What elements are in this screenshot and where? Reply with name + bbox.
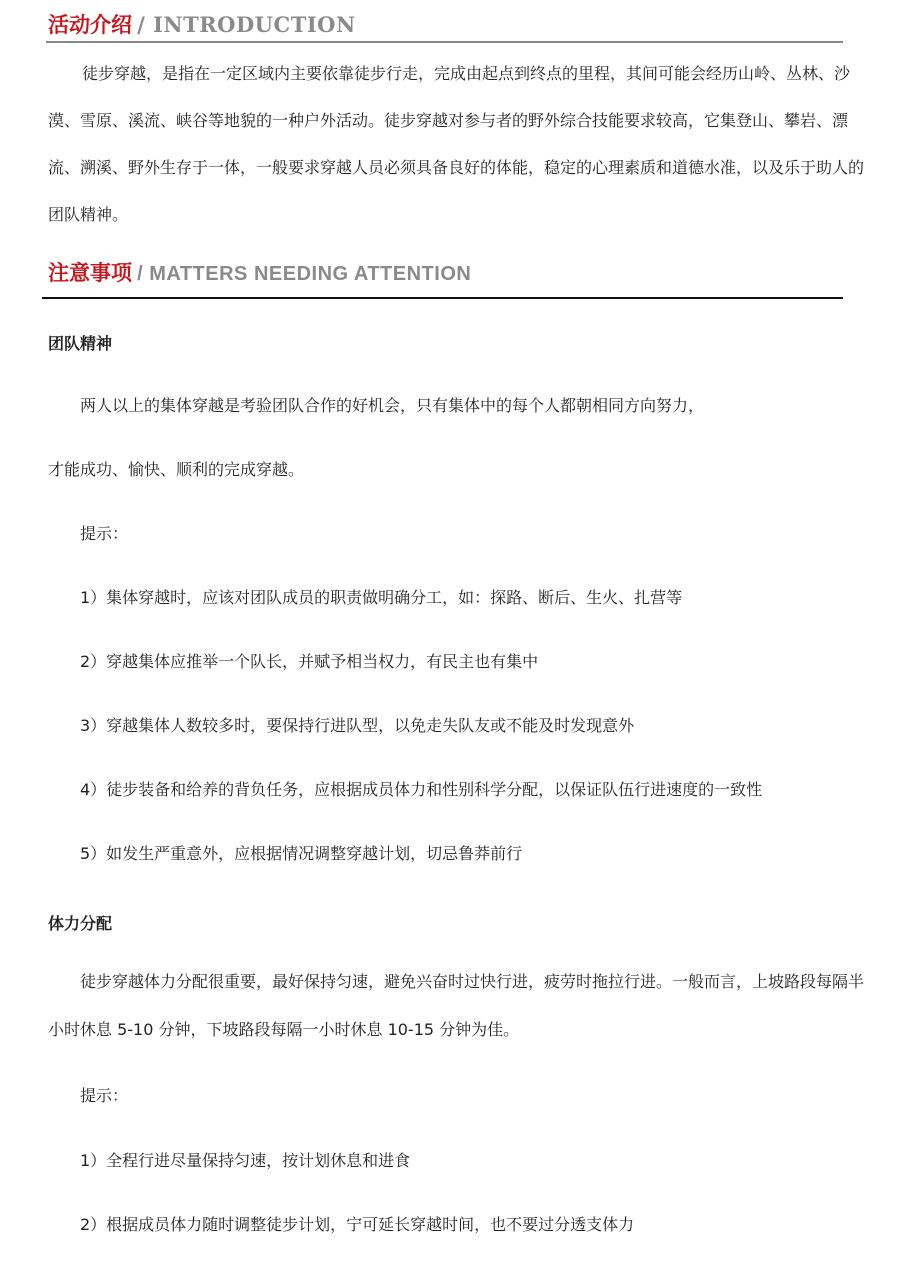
- attention-title-cn: 注意事项: [48, 261, 132, 285]
- intro-heading: [48, 9, 356, 39]
- attention-heading: [48, 257, 471, 287]
- intro-body: 徒步穿越，是指在一定区域内主要依靠徒步行走，完成由起点到终点的里程，其间可能会经历山岭、丛林、沙漠、雪原、溪流、峡谷等地貌的一种户外活动。徒步穿越对参与者的野外综合技能要求较高，它集登山、攀岩、漂流、溯溪、野外生存于一体，一般要求穿越人员必须具备良好的体能，稳定的心理素质和道德水准，以及乐于助人的团队精神。: [48, 64, 865, 224]
- attention-title-en: / MATTERS NEEDING ATTENTION: [137, 263, 472, 285]
- team-tip-2: 2）穿越集体应推举一个队长，并赋予相当权力，有民主也有集中: [80, 652, 539, 671]
- team-tip-4: 4）徒步装备和给养的背负任务，应根据成员体力和性别科学分配，以保证队伍行进速度的一致性: [80, 780, 763, 799]
- stamina-body: 徒步穿越体力分配很重要，最好保持匀速，避免兴奋时过快行进，疲劳时拖拉行进。一般而言，上坡路段每隔半小时休息 5-10 分钟，下坡路段每隔一小时休息 10-15 分钟为佳。: [48, 972, 865, 1039]
- team-heading: 团队精神: [48, 334, 113, 353]
- team-tip-1: 1）集体穿越时，应该对团队成员的职责做明确分工，如：探路、断后、生火、扎营等: [80, 588, 683, 607]
- stamina-tip-2: 2）根据成员体力随时调整徒步计划，宁可延长穿越时间，也不要过分透支体力: [80, 1215, 635, 1234]
- intro-title-en: / INTRODUCTION: [137, 12, 356, 37]
- stamina-heading: 体力分配: [48, 914, 113, 933]
- stamina-tip-1: 1）全程行进尽量保持匀速，按计划休息和进食: [80, 1151, 411, 1170]
- team-text-line-1: 两人以上的集体穿越是考验团队合作的好机会，只有集体中的每个人都朝相同方向努力，: [80, 396, 705, 415]
- team-tip-label: 提示：: [80, 524, 129, 543]
- team-text-line-2: 才能成功、愉快、顺利的完成穿越。: [48, 460, 305, 479]
- intro-divider: [46, 41, 843, 43]
- stamina-tip-label: 提示：: [80, 1086, 129, 1105]
- intro-title-cn: 活动介绍: [48, 13, 132, 37]
- team-tip-3: 3）穿越集体人数较多时，要保持行进队型，以免走失队友或不能及时发现意外: [80, 716, 635, 735]
- attention-divider: [42, 297, 843, 299]
- team-tip-5: 5）如发生严重意外，应根据情况调整穿越计划，切忌鲁莽前行: [80, 844, 523, 863]
